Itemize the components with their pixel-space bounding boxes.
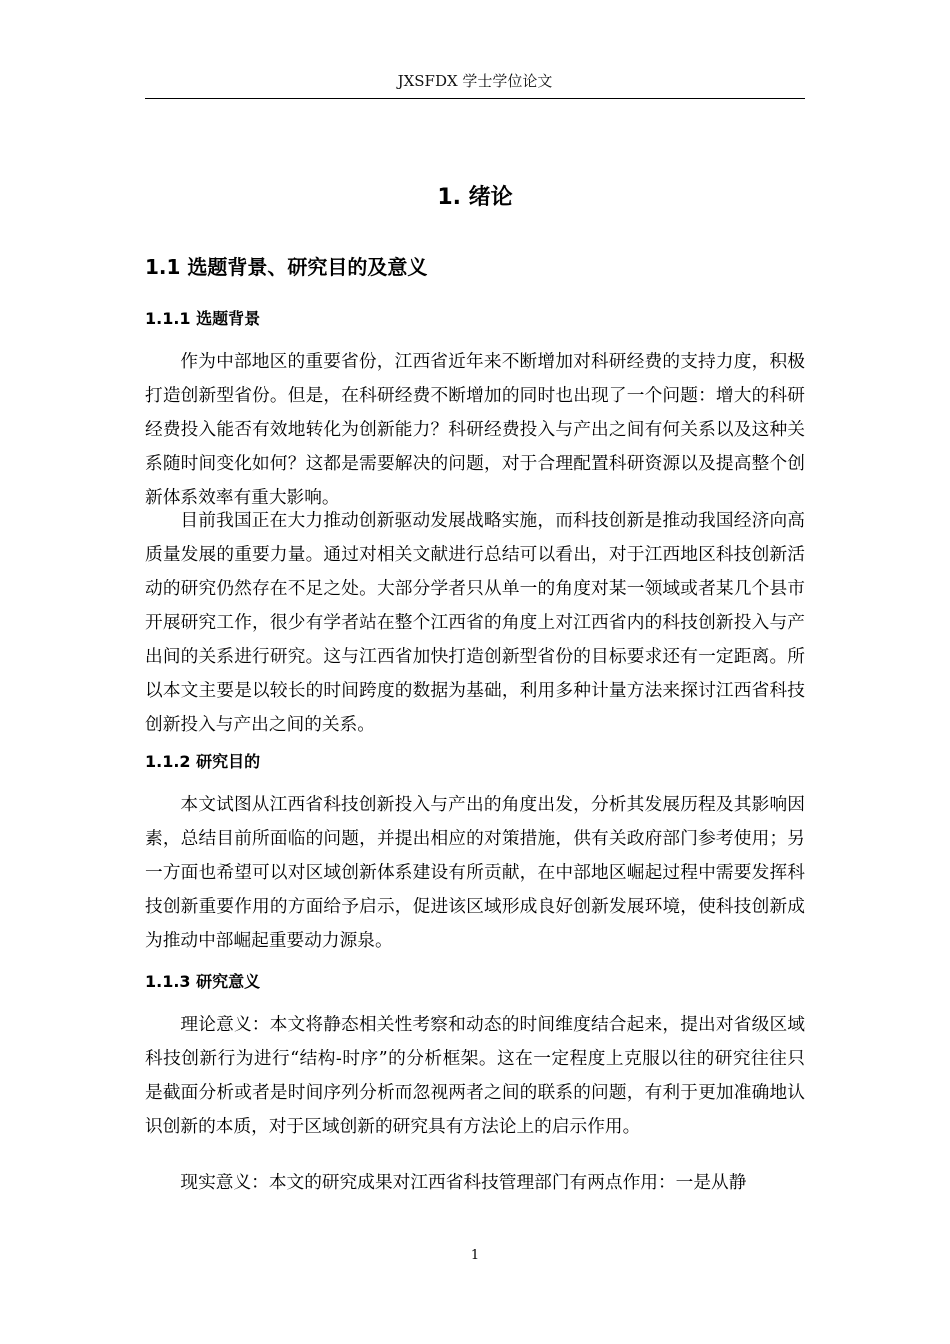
subsection-heading-purpose: 1.1.2 研究目的 <box>145 752 261 771</box>
subsection-heading-significance: 1.1.3 研究意义 <box>145 972 261 991</box>
running-header: JXSFDX 学士学位论文 <box>397 72 553 90</box>
paragraph-significance-practice: 现实意义：本文的研究成果对江西省科技管理部门有两点作用：一是从静 <box>180 1173 747 1193</box>
paragraph-background-2: 目前我国正在大力推动创新驱动发展战略实施，而科技创新是推动我国经济向高质量发展的重要力量。通过对相关文献进行总结可以看出，对于江西地区科技创新活动的研究仍然存在不足之处。大部分学者只从单一的角度对某一领域或者某几个县市开展研究工作，很少有学者站在整个江西省的角度上对江西省内的科技创新投入与产出间的关系进行研究。这与江西省加快打造创新型省份的目标要求还有一定距离。所以本文主要是以较长的时间跨度的数据为基础，利用多种计量方法来探讨江西省科技创新投入与产出之间的关系。 <box>145 511 805 735</box>
subsection-heading-background: 1.1.1 选题背景 <box>145 309 261 328</box>
paragraph-background-1: 作为中部地区的重要省份，江西省近年来不断增加对科研经费的支持力度，积极打造创新型省份。但是，在科研经费不断增加的同时也出现了一个问题：增大的科研经费投入能否有效地转化为创新能力？科研经费投入与产出之间有何关系以及这种关系随时间变化如何？这都是需要解决的问题，对于合理配置科研资源以及提高整个创新体系效率有重大影响。 <box>145 352 805 508</box>
paragraph-significance-theory: 理论意义：本文将静态相关性考察和动态的时间维度结合起来，提出对省级区域科技创新行为进行“结构-时序”的分析框架。这在一定程度上克服以往的研究往往只是截面分析或者是时间序列分析而忽视两者之间的联系的问题，有利于更加准确地认识创新的本质，对于区域创新的研究具有方法论上的启示作用。 <box>145 1015 805 1137</box>
page-number: 1 <box>470 1248 480 1263</box>
chapter-title: 1. 绪论 <box>437 185 513 210</box>
header-divider <box>145 98 805 99</box>
paragraph-purpose: 本文试图从江西省科技创新投入与产出的角度出发，分析其发展历程及其影响因素，总结目前所面临的问题，并提出相应的对策措施，供有关政府部门参考使用；另一方面也希望可以对区域创新体系建设有所贡献，在中部地区崛起过程中需要发挥科技创新重要作用的方面给予启示，促进该区域形成良好创新发展环境，使科技创新成为推动中部崛起重要动力源泉。 <box>145 795 805 951</box>
section-heading: 1.1 选题背景、研究目的及意义 <box>145 255 428 279</box>
